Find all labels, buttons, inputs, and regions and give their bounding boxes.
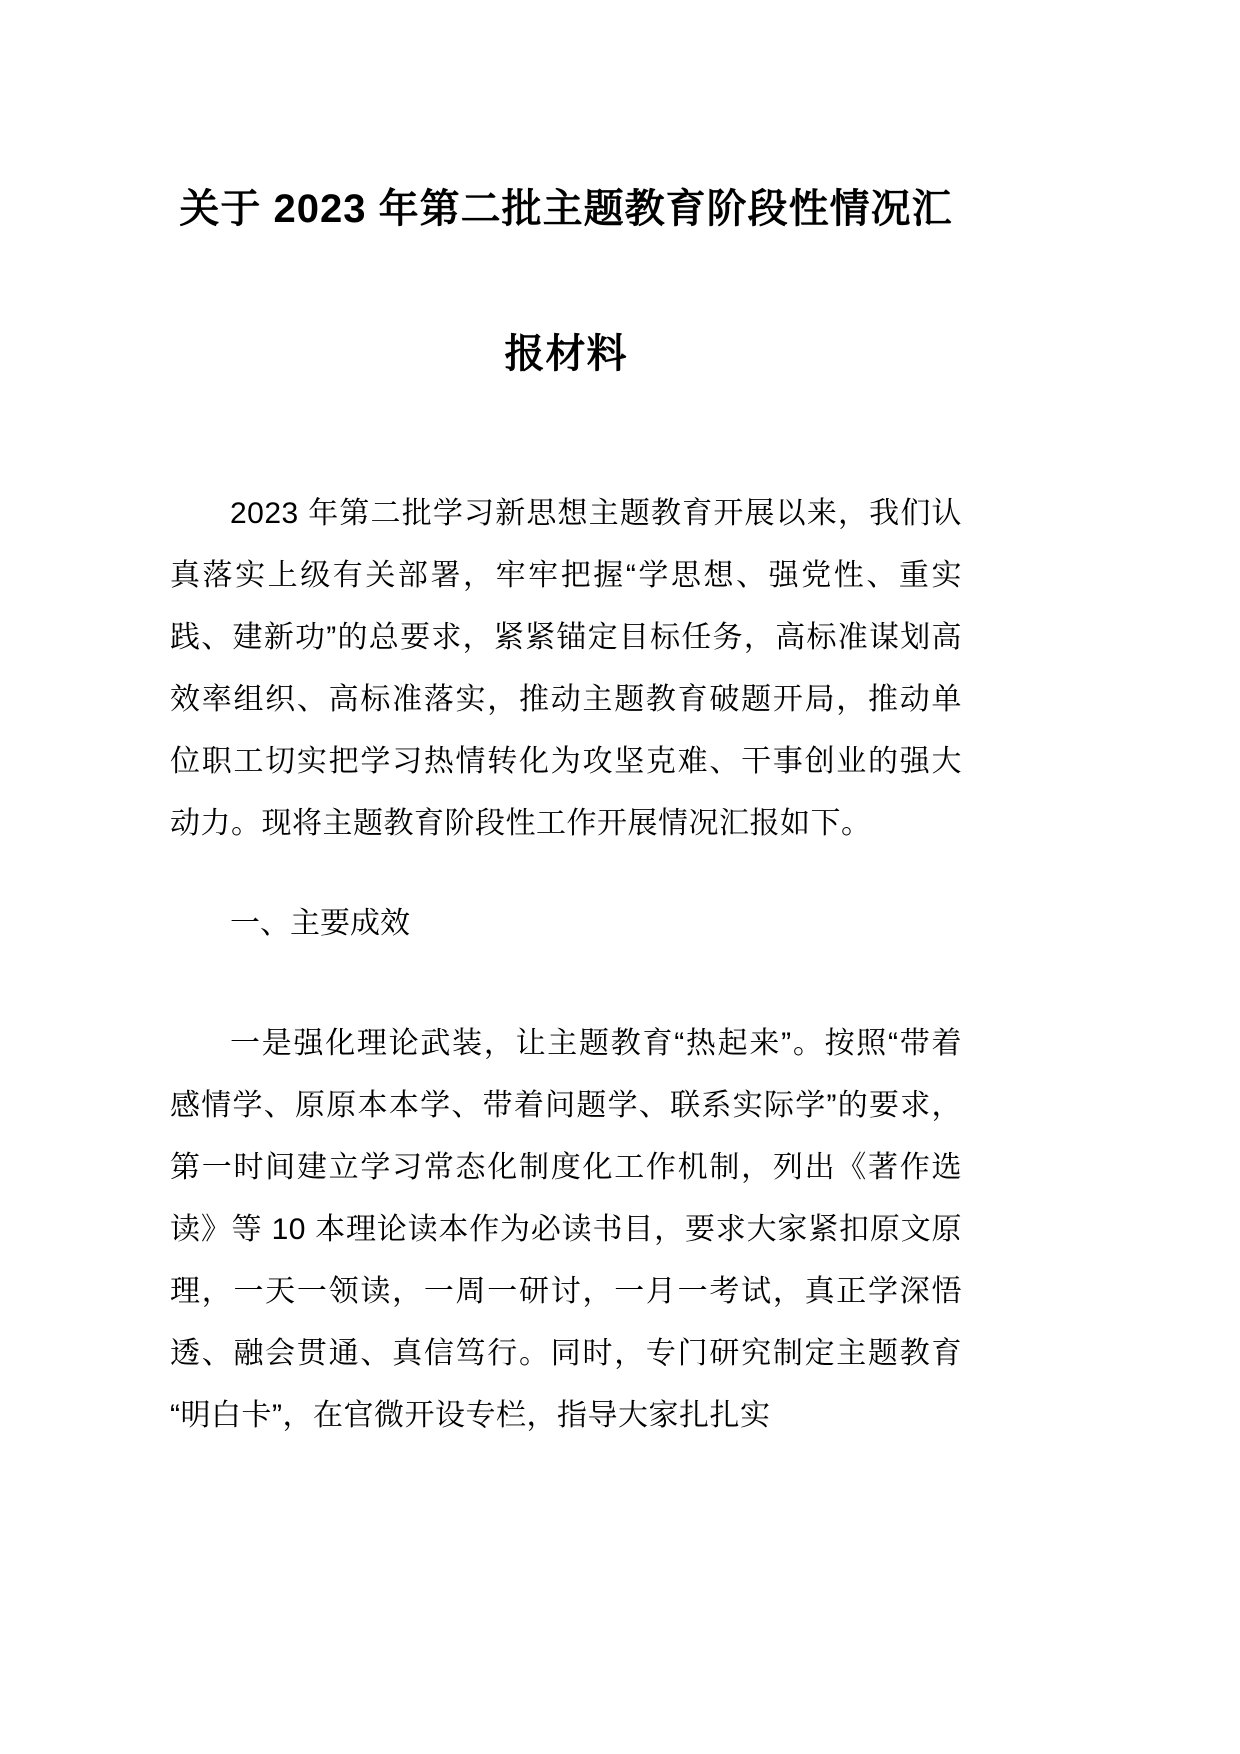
body-paragraph: 一是强化理论武装，让主题教育“热起来”。按照“带着感情学、原原本本学、带着问题学、联系实际学”的要求，第一时间建立学习常态化制度化工作机制，列出《著作选读》等 10 本理论读本作为必读书目，要求大家紧扣原文原理，一天一领读，一周一研讨，一月一考试，真正学深悟透、融会贯通、真信笃行。同时，专门研究制定主题教育“明白卡”，在官微开设专栏，指导大家扎扎实 [170,1027,962,1432]
document-title: 关于 2023 年第二批主题教育阶段性情况汇报材料 [179,187,953,376]
intro-paragraph: 2023 年第二批学习新思想主题教育开展以来，我们认真落实上级有关部署，牢牢把握“学思想、强党性、重实践、建新功”的总要求，紧紧锚定目标任务，高标准谋划高效率组织、高标准落实，推动主题教育破题开局，推动单位职工切实把学习热情转化为攻坚克难、干事创业的强大动力。现将主题教育阶段性工作开展情况汇报如下。 [170,497,962,840]
section-heading: 一、主要成效 [230,907,410,940]
